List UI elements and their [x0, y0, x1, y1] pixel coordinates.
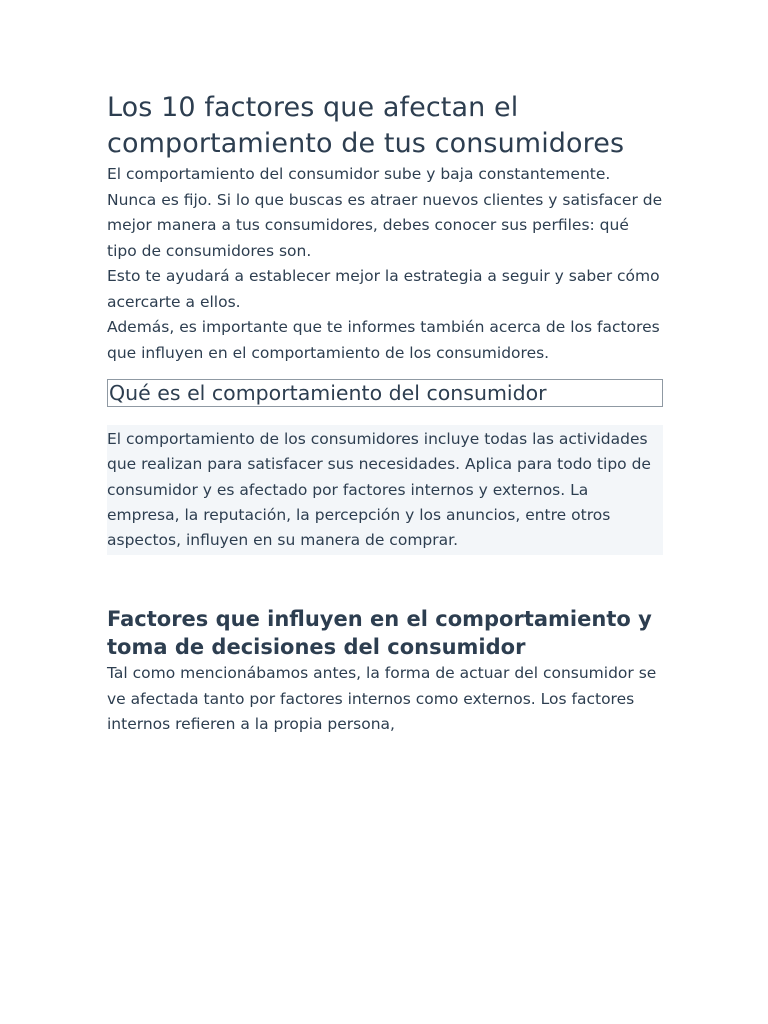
intro-paragraph-3: Además, es importante que te informes también acerca de los factores que influyen en el comportamiento de los consumidores. — [107, 318, 660, 362]
closing-paragraph: Tal como mencionábamos antes, la forma de actuar del consumidor se ve afectada tanto por factores internos como externos. Los factores internos refieren a la propia persona, — [107, 664, 657, 734]
section-heading-box: Qué es el comportamiento del consumidor — [107, 379, 663, 407]
factors-subheading: Factores que influyen en el comportamiento y toma de decisiones del consumidor — [107, 607, 652, 660]
definition-paragraph: El comportamiento de los consumidores incluye todas las actividades que realizan para satisfacer sus necesidades. Aplica para todo tipo de consumidor y es afectado por factores internos y externos. La empresa, la reputación, la percepción y los anuncios, entre otros aspectos, influyen en su manera de comprar. — [107, 430, 651, 550]
document-page — [107, 90, 663, 738]
intro-paragraph-2: Esto te ayudará a establecer mejor la estrategia a seguir y saber cómo acercarte a ellos. — [107, 267, 660, 311]
document-title: Los 10 factores que afectan el comportamiento de tus consumidores — [107, 92, 625, 159]
definition-block — [107, 425, 663, 555]
intro-paragraph-1: El comportamiento del consumidor sube y baja constantemente. Nunca es fijo. Si lo que buscas es atraer nuevos clientes y satisfacer de mejor manera a tus consumidores, debes conocer sus perfiles: qué tipo de consumidores son. — [107, 165, 663, 260]
